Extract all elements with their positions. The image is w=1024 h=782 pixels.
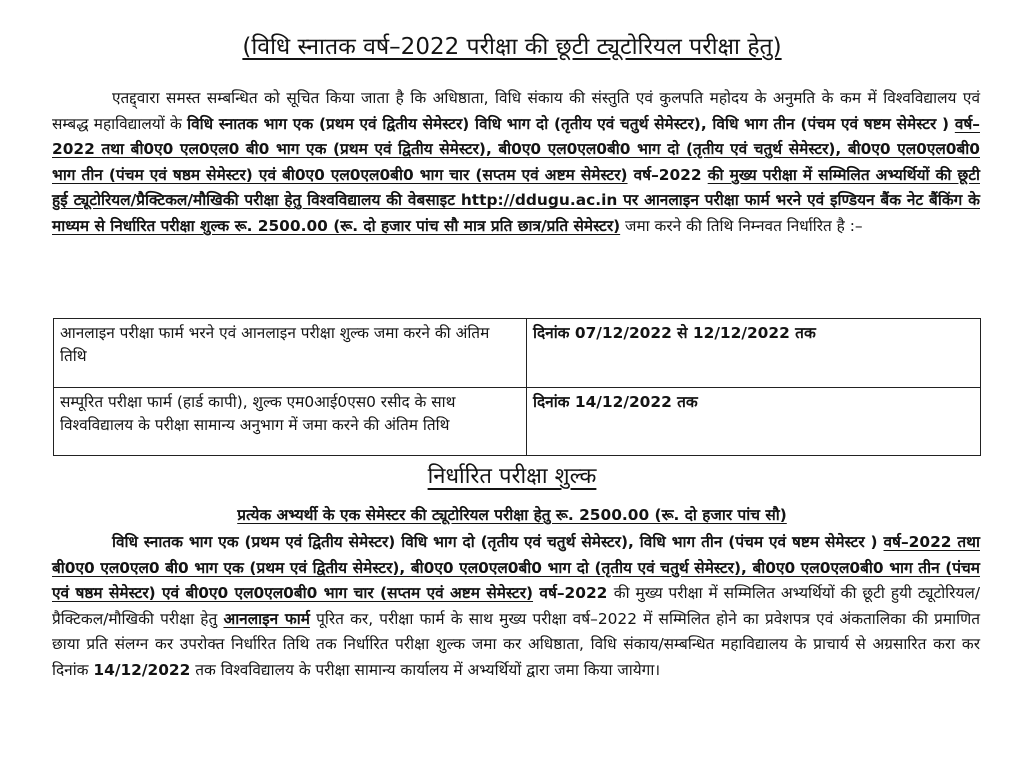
date-value-cell: दिनांक 07/12/2022 से 12/12/2022 तक — [527, 319, 981, 388]
text-run: की मुख्य परीक्षा में सम्मिलित अभ्यर्थियों की छूटी हुई ट्यूटोरियल/प्रैक्टिकल/मौखिकी परीक्षा हेतु विश्वविद्यालय की वेबसाइट http://ddugu.ac.in पर आनलाइन परीक्षा फार्म भरने एवं इण्डियन बैंक नेट बैंकिंग के माध्यम से निर्धारित परीक्षा शुल्क रू. 2500.00 (रू. दो हजार पांच सौ मात्र प्रति छात्र/प्रति सेमेस्टर) — [52, 165, 980, 235]
text-run: तक विश्वविद्यालय के परीक्षा सामान्य कार्यालय में अभ्यर्थियों द्वारा जमा किया जायेगा। — [190, 660, 661, 679]
notice-heading-text: (विधि स्नातक वर्ष–2022 परीक्षा की छूटी ट्यूटोरियल परीक्षा हेतु) — [242, 34, 782, 60]
text-run: पूरित कर, परीक्षा फार्म के साथ मुख्य परीक्षा वर्ष–2022 में सम्मिलित होने का प्रवेशपत्र एवं अंकतालिका की प्रमाणित छाया प्रति संलग्न कर उपरोक्त निर्धारित तिथि तक निर्धारित परीक्षा शुल्क जमा कर अधिष्ठाता, विधि संकाय/सम्बन्धित महाविद्यालय के प्राचार्य से अग्रसारित करा कर दिनांक — [52, 609, 980, 679]
fee-amount-text: प्रत्येक अभ्यर्थी के एक सेमेस्टर की ट्यूटोरियल परीक्षा हेतु रू. 2500.00 (रू. दो हजार पांच सौ) — [237, 506, 787, 524]
notice-heading — [40, 32, 984, 62]
text-run: वर्ष–2022 तथा बी0ए0 एल0एल0 बी0 भाग एक (प्रथम एवं द्वितीय सेमेस्टर), बी0ए0 एल0एल0बी0 भाग दो (तृतीय एवं चतुर्थ सेमेस्टर), बी0ए0 एल0एल0बी0 भाग तीन (पंचम एवं षष्ठम सेमेस्टर) एवं बी0ए0 एल0एल0बी0 भाग चार (सप्तम एवं अष्टम सेमेस्टर) — [52, 533, 980, 603]
text-run: विधि स्नातक भाग एक (प्रथम एवं द्वितीय सेमेस्टर) विधि भाग दो (तृतीय एवं चतुर्थ सेमेस्टर), विधि भाग तीन (पंचम एवं षष्टम सेमेस्टर ) — [187, 114, 955, 133]
table-row — [54, 387, 981, 456]
date-value-cell: दिनांक 14/12/2022 तक — [527, 387, 981, 456]
text-run: जमा करने की तिथि निम्नवत निर्धारित है :– — [620, 216, 863, 235]
notice-paragraph-1 — [52, 86, 980, 240]
text-run: एतद्द्वारा समस्त सम्बन्धित को सूचित किया जाता है कि अधिष्ठाता, विधि संकाय की संस्तुति एवं कुलपति महोदय के अनुमति के कम में विश्वविद्यालय एवं सम्बद्ध महाविद्यालयों के — [52, 89, 980, 133]
text-run: वर्ष–2022 तथा बी0ए0 एल0एल0 बी0 भाग एक (प्रथम एवं द्वितीय सेमेस्टर), बी0ए0 एल0एल0बी0 भाग दो (तृतीय एवं चतुर्थ सेमेस्टर), बी0ए0 एल0एल0बी0 भाग तीन (पंचम एवं षष्ठम सेमेस्टर) एवं बी0ए0 एल0एल0बी0 भाग चार (सप्तम एवं अष्टम सेमेस्टर) — [52, 114, 980, 184]
fee-heading-text: निर्धारित परीक्षा शुल्क — [427, 464, 597, 489]
text-run: आनलाइन फार्म — [223, 609, 310, 628]
fee-heading — [0, 462, 1024, 492]
date-label-cell: आनलाइन परीक्षा फार्म भरने एवं आनलाइन परीक्षा शुल्क जमा करने की अंतिम तिथि — [54, 319, 527, 388]
table-row — [54, 319, 981, 388]
text-run: वर्ष–2022 — [627, 165, 708, 184]
dates-table — [53, 318, 981, 456]
date-label-cell: सम्पूरित परीक्षा फार्म (हार्ड कापी), शुल्क एम0आई0एस0 रसीद के साथ विश्वविद्यालय के परीक्षा सामान्य अनुभाग में जमा करने की अंतिम तिथि — [54, 387, 527, 456]
text-run: की मुख्य परीक्षा में सम्मिलित अभ्यर्थियों की छूटी हुयी ट्यूटोरियल/प्रैक्टिकल/मौखिकी परीक्षा हेतु — [52, 584, 981, 628]
text-run: 14/12/2022 — [93, 660, 191, 679]
notice-paragraph-2 — [52, 530, 980, 684]
fee-amount-line — [0, 503, 1024, 527]
text-run: वर्ष–2022 — [533, 584, 614, 603]
text-run: विधि स्नातक भाग एक (प्रथम एवं द्वितीय सेमेस्टर) विधि भाग दो (तृतीय एवं चतुर्थ सेमेस्टर), विधि भाग तीन (पंचम एवं षष्टम सेमेस्टर ) — [112, 533, 884, 551]
